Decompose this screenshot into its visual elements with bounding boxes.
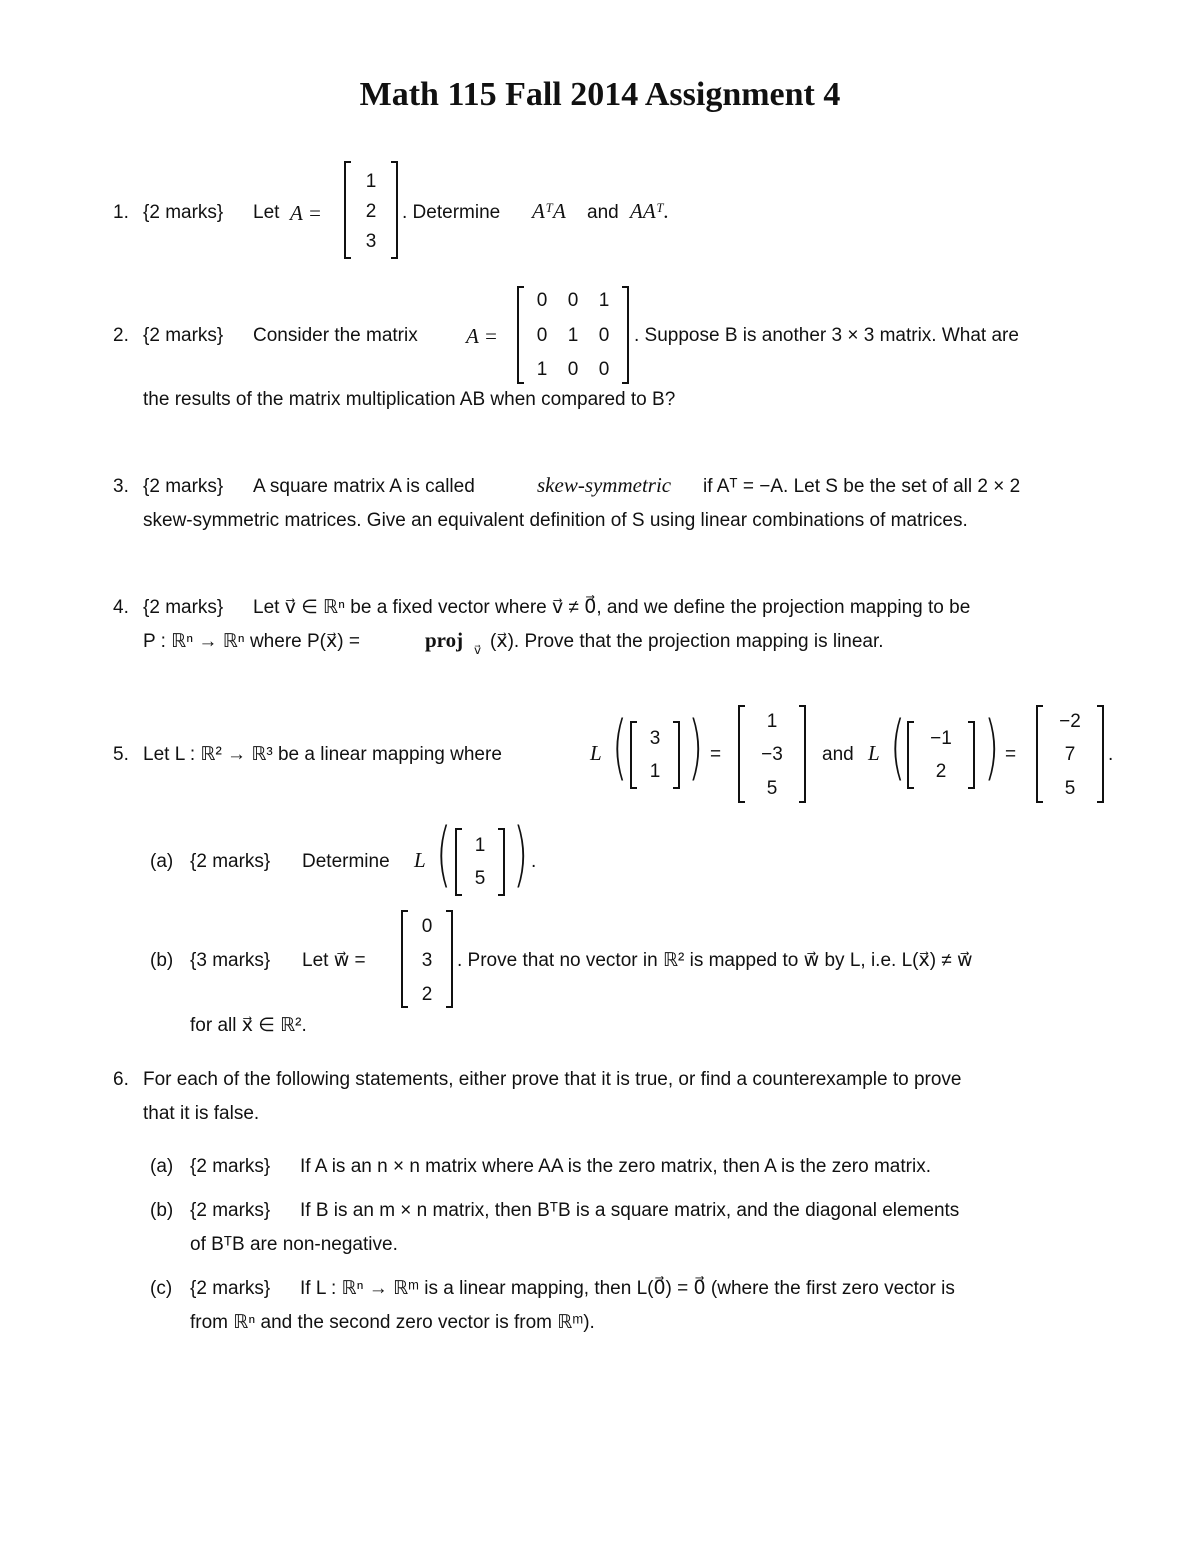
matrix-cell: 1	[567, 325, 579, 346]
question-text: if Aᵀ = −A. Let S be the set of all 2 × 2	[703, 476, 1021, 497]
question-text: Consider the matrix	[253, 325, 418, 346]
marks-label: {2 marks}	[143, 325, 224, 346]
question-text: from ℝⁿ and the second zero vector is from ℝᵐ).	[190, 1312, 595, 1333]
vector-cell: 1	[474, 835, 486, 856]
marks-label: {2 marks}	[143, 597, 224, 618]
right-paren-icon: )	[984, 706, 1000, 788]
question-text: the results of the matrix multiplication AB when compared to B?	[143, 389, 676, 410]
matrix-cell: 0	[536, 325, 548, 346]
matrix-cell: 0	[567, 290, 579, 311]
proj-subscript: v⃗	[474, 643, 482, 657]
question-text: (x⃗). Prove that the projection mapping is linear.	[490, 631, 884, 652]
vector-cell: 1	[766, 711, 778, 732]
matrix-name: A =	[290, 201, 322, 225]
question-number: 2.	[113, 325, 129, 346]
question-text: of BᵀB are non-negative.	[190, 1234, 398, 1255]
question-text: Let v⃗ ∈ ℝⁿ be a fixed vector where v⃗ ≠ 0⃗, and we define the projection mapping to be	[253, 597, 971, 618]
question-text: and	[822, 744, 854, 765]
vector-input-a	[455, 828, 505, 896]
vector-input-1	[630, 721, 680, 789]
question-number: 5.	[113, 744, 129, 765]
punctuation: .	[1108, 744, 1114, 765]
part-label: (b)	[150, 950, 174, 971]
question-number: 6.	[113, 1069, 129, 1090]
marks-label: {2 marks}	[143, 202, 224, 223]
question-number: 1.	[113, 202, 129, 223]
marks-label: {2 marks}	[190, 1278, 271, 1299]
question-text: . Prove that no vector in ℝ² is mapped to w⃗ by L, i.e. L(x⃗) ≠ w⃗	[457, 950, 973, 971]
marks-label: {2 marks}	[190, 851, 271, 872]
vector-cell: 2	[421, 984, 433, 1005]
vector-cell: 5	[1064, 778, 1076, 799]
proj-operator: proj	[425, 628, 464, 652]
vector-cell: 5	[474, 868, 486, 889]
matrix-cell: 3	[365, 231, 377, 252]
question-text: If L : ℝⁿ → ℝᵐ is a linear mapping, then L(0⃗) = 0⃗ (where the first zero vector is	[300, 1278, 955, 1299]
mapping-name: L	[868, 741, 880, 765]
matrix-cell: 0	[536, 290, 548, 311]
vector-cell: −1	[930, 728, 952, 749]
vector-cell: 1	[649, 761, 661, 782]
matrix-cell: 0	[598, 359, 610, 380]
vector-cell: 0	[421, 916, 433, 937]
math-expression: AᵀA	[532, 199, 566, 223]
part-label: (a)	[150, 851, 174, 872]
punctuation: .	[531, 851, 537, 872]
marks-label: {2 marks}	[190, 1200, 271, 1221]
vector-cell: 3	[421, 950, 433, 971]
right-paren-icon: )	[688, 706, 704, 788]
left-paren-icon: (	[612, 706, 628, 788]
vector-output-1	[738, 705, 806, 803]
vector-cell: −2	[1059, 711, 1081, 732]
marks-label: {2 marks}	[190, 1156, 271, 1177]
vector-cell: 7	[1064, 744, 1076, 765]
matrix-cell: 2	[365, 201, 377, 222]
question-text: . Suppose B is another 3 × 3 matrix. What are	[634, 325, 1019, 346]
matrix-cell: 0	[598, 325, 610, 346]
question-text: A square matrix A is called	[253, 476, 475, 497]
question-text: Let w⃗ =	[302, 950, 366, 971]
question-text: for all x⃗ ∈ ℝ².	[190, 1015, 307, 1036]
mapping-name: L	[414, 848, 426, 872]
question-text: If A is an n × n matrix where AA is the zero matrix, then A is the zero matrix.	[300, 1156, 931, 1177]
question-text: that it is false.	[143, 1103, 260, 1124]
matrix-cell: 1	[365, 171, 377, 192]
part-label: (b)	[150, 1200, 174, 1221]
vector-cell: 5	[766, 778, 778, 799]
math-expression: AAᵀ.	[630, 199, 670, 223]
equals-sign: =	[710, 744, 722, 765]
vector-input-2	[907, 721, 975, 789]
question-number: 4.	[113, 597, 129, 618]
mapping-name: L	[590, 741, 602, 765]
matrix-A-q2	[517, 286, 629, 384]
matrix-cell: 0	[567, 359, 579, 380]
marks-label: {2 marks}	[143, 476, 224, 497]
part-label: (c)	[150, 1278, 173, 1299]
question-text: P : ℝⁿ → ℝⁿ where P(x⃗) =	[143, 631, 360, 652]
matrix-name: A =	[466, 324, 498, 348]
question-text: Let	[253, 202, 280, 223]
question-number: 3.	[113, 476, 129, 497]
left-paren-icon: (	[890, 706, 906, 788]
matrix-A-q1	[344, 161, 398, 259]
vector-cell: 3	[649, 728, 661, 749]
matrix-cell: 1	[536, 359, 548, 380]
question-text: . Determine	[402, 202, 501, 223]
question-text: Determine	[302, 851, 390, 872]
emphasized-term: skew-symmetric	[537, 473, 672, 497]
vector-output-2	[1036, 705, 1104, 803]
question-text: and	[587, 202, 619, 223]
vector-w	[401, 910, 453, 1008]
question-text: For each of the following statements, either prove that it is true, or find a counterexample to prove	[143, 1069, 962, 1090]
left-paren-icon: (	[436, 813, 452, 895]
page-title: Math 115 Fall 2014 Assignment 4	[359, 76, 841, 113]
right-paren-icon: )	[513, 813, 529, 895]
equals-sign: =	[1005, 744, 1017, 765]
question-text: If B is an m × n matrix, then BᵀB is a square matrix, and the diagonal elements	[300, 1200, 960, 1221]
matrix-cell: 1	[598, 290, 610, 311]
part-label: (a)	[150, 1156, 174, 1177]
marks-label: {3 marks}	[190, 950, 271, 971]
vector-cell: 2	[935, 761, 947, 782]
vector-cell: −3	[761, 744, 783, 765]
question-text: Let L : ℝ² → ℝ³ be a linear mapping where	[143, 744, 502, 765]
question-text: skew-symmetric matrices. Give an equivalent definition of S using linear combinations of matrices.	[143, 510, 968, 531]
